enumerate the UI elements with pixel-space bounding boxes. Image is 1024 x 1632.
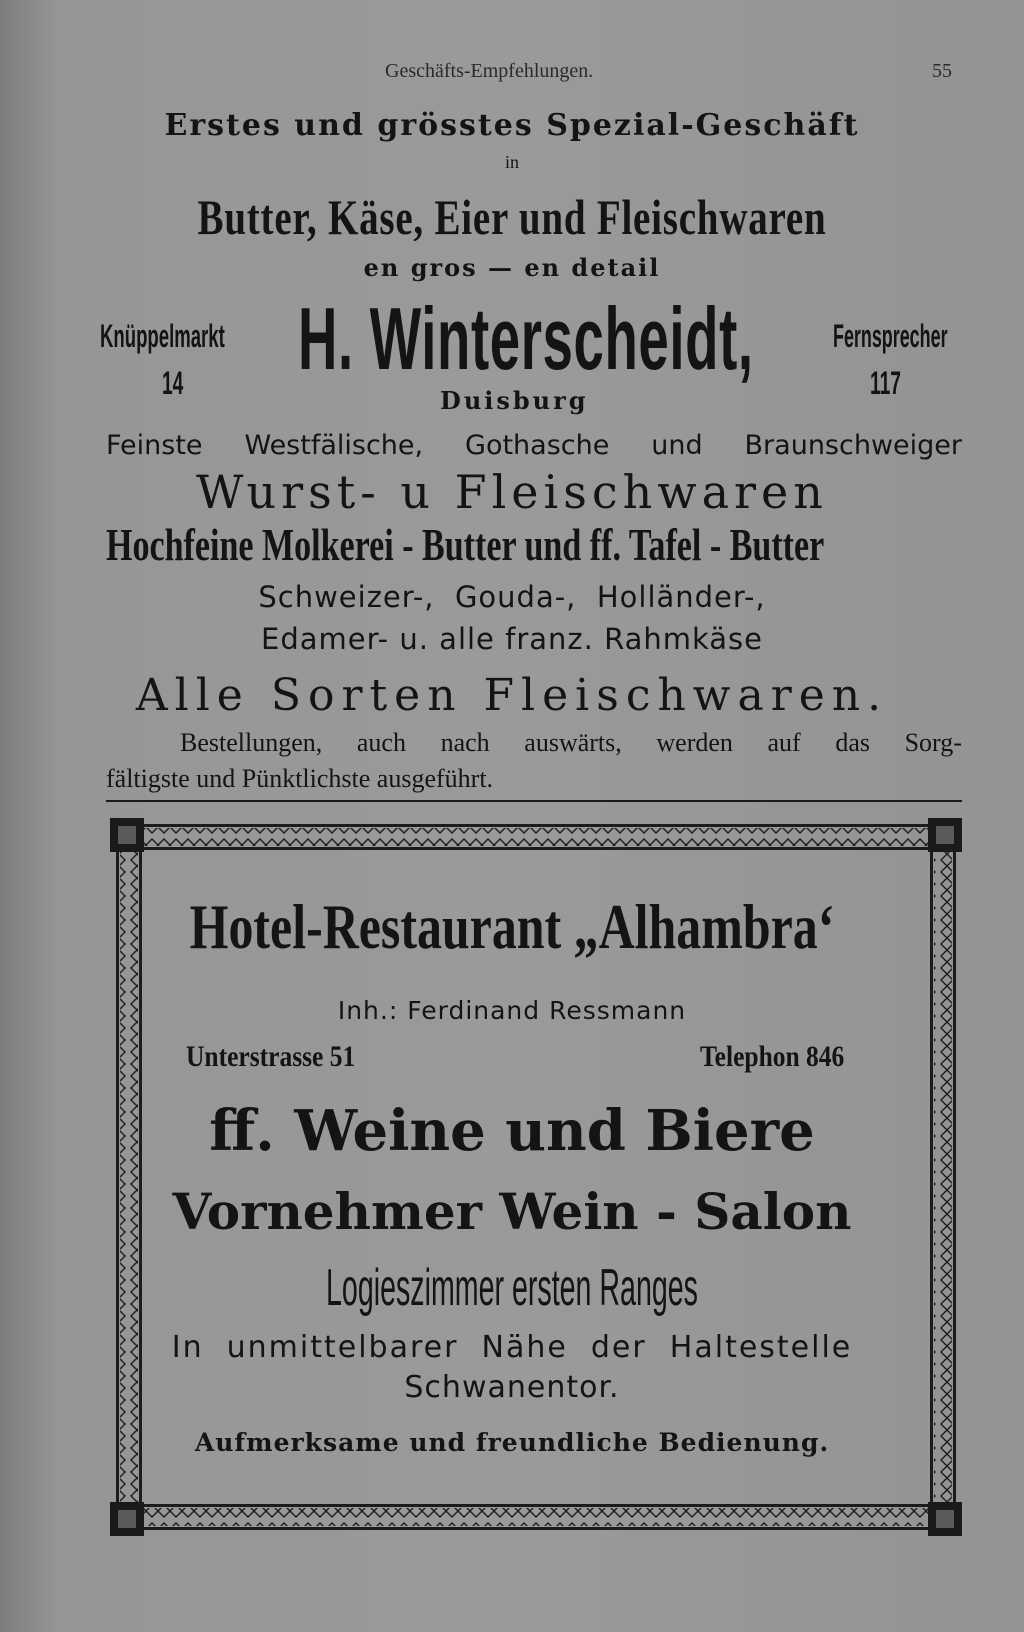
hotel-ad-owner: Inh.: Ferdinand Ressmann <box>337 996 687 1025</box>
hotel-ad-location-line2: Schwanentor. <box>404 1370 620 1405</box>
butter-ad-products: Butter, Käse, Eier und Fleischwaren <box>197 189 827 245</box>
hotel-ad-street: Unterstrasse 51 <box>186 1040 356 1073</box>
butter-ad-phone-number: 117 <box>870 365 901 401</box>
page-number: 55 <box>932 60 952 82</box>
butter-ad-phone-label: Fernsprecher <box>833 318 948 354</box>
butter-ad-address-number: 14 <box>162 365 184 401</box>
butter-ad-feinste-line <box>106 430 962 461</box>
butter-ad-hochfeine <box>106 518 962 571</box>
word: auswärts, <box>524 728 622 757</box>
butter-ad-headline: Erstes und grösstes Spezial-Geschäft <box>164 108 860 143</box>
word: Feinste <box>106 430 203 461</box>
word: Westfälische, <box>244 430 424 461</box>
word: Bestellungen, <box>180 728 323 757</box>
word: Braunschweiger <box>744 430 962 461</box>
butter-ad-city: Duisburg <box>440 386 589 415</box>
word: Sorg- <box>904 728 962 757</box>
hotel-ad-weine: ff. Weine und Biere <box>209 1098 815 1164</box>
hotel-ad-location-line1: In unmittelbarer Nähe der Haltestelle <box>171 1330 853 1365</box>
butter-ad-trade: en gros — en detail <box>363 253 661 282</box>
butter-ad-company: H. Winterscheidt, <box>298 289 754 388</box>
word: werden <box>656 728 733 757</box>
butter-ad-cheese-line1: Schweizer-, Gouda-, Holländer-, <box>258 580 766 614</box>
butter-ad-alle-sorten: Alle Sorten Fleischwaren. <box>135 670 889 721</box>
butter-ad-orders-line1 <box>180 728 962 758</box>
hotel-ad-salon: Vornehmer Wein - Salon <box>172 1182 852 1241</box>
word: das <box>835 728 870 757</box>
word: nach <box>440 728 490 757</box>
running-head: Geschäfts-Empfehlungen. <box>385 60 594 82</box>
word: Gothasche <box>465 430 610 461</box>
hochfeine-text: Hochfeine Molkerei - Butter und ff. Tafel - Butter <box>106 519 825 570</box>
butter-ad-orders-line2: fältigste und Pünktlichste ausgeführt. <box>106 764 494 793</box>
word: auf <box>767 728 801 757</box>
hotel-ad-title: Hotel-Restaurant „Alhambra‘ <box>189 891 835 962</box>
butter-ad-cheese-line2: Edamer- u. alle franz. Rahmkäse <box>261 622 763 656</box>
butter-ad-address-label: Knüppelmarkt <box>100 318 225 354</box>
hotel-ad-rooms: Logieszimmer ersten Ranges <box>326 1259 698 1317</box>
word: und <box>651 430 703 461</box>
word: auch <box>356 728 406 757</box>
hotel-ad-service: Aufmerksame und freundliche Bedienung. <box>194 1428 830 1457</box>
butter-ad-wurst: Wurst- u Fleischwaren <box>196 465 828 519</box>
butter-ad-in: in <box>504 152 519 172</box>
section-divider <box>106 800 962 802</box>
hotel-ad-telephone: Telephon 846 <box>700 1040 845 1073</box>
